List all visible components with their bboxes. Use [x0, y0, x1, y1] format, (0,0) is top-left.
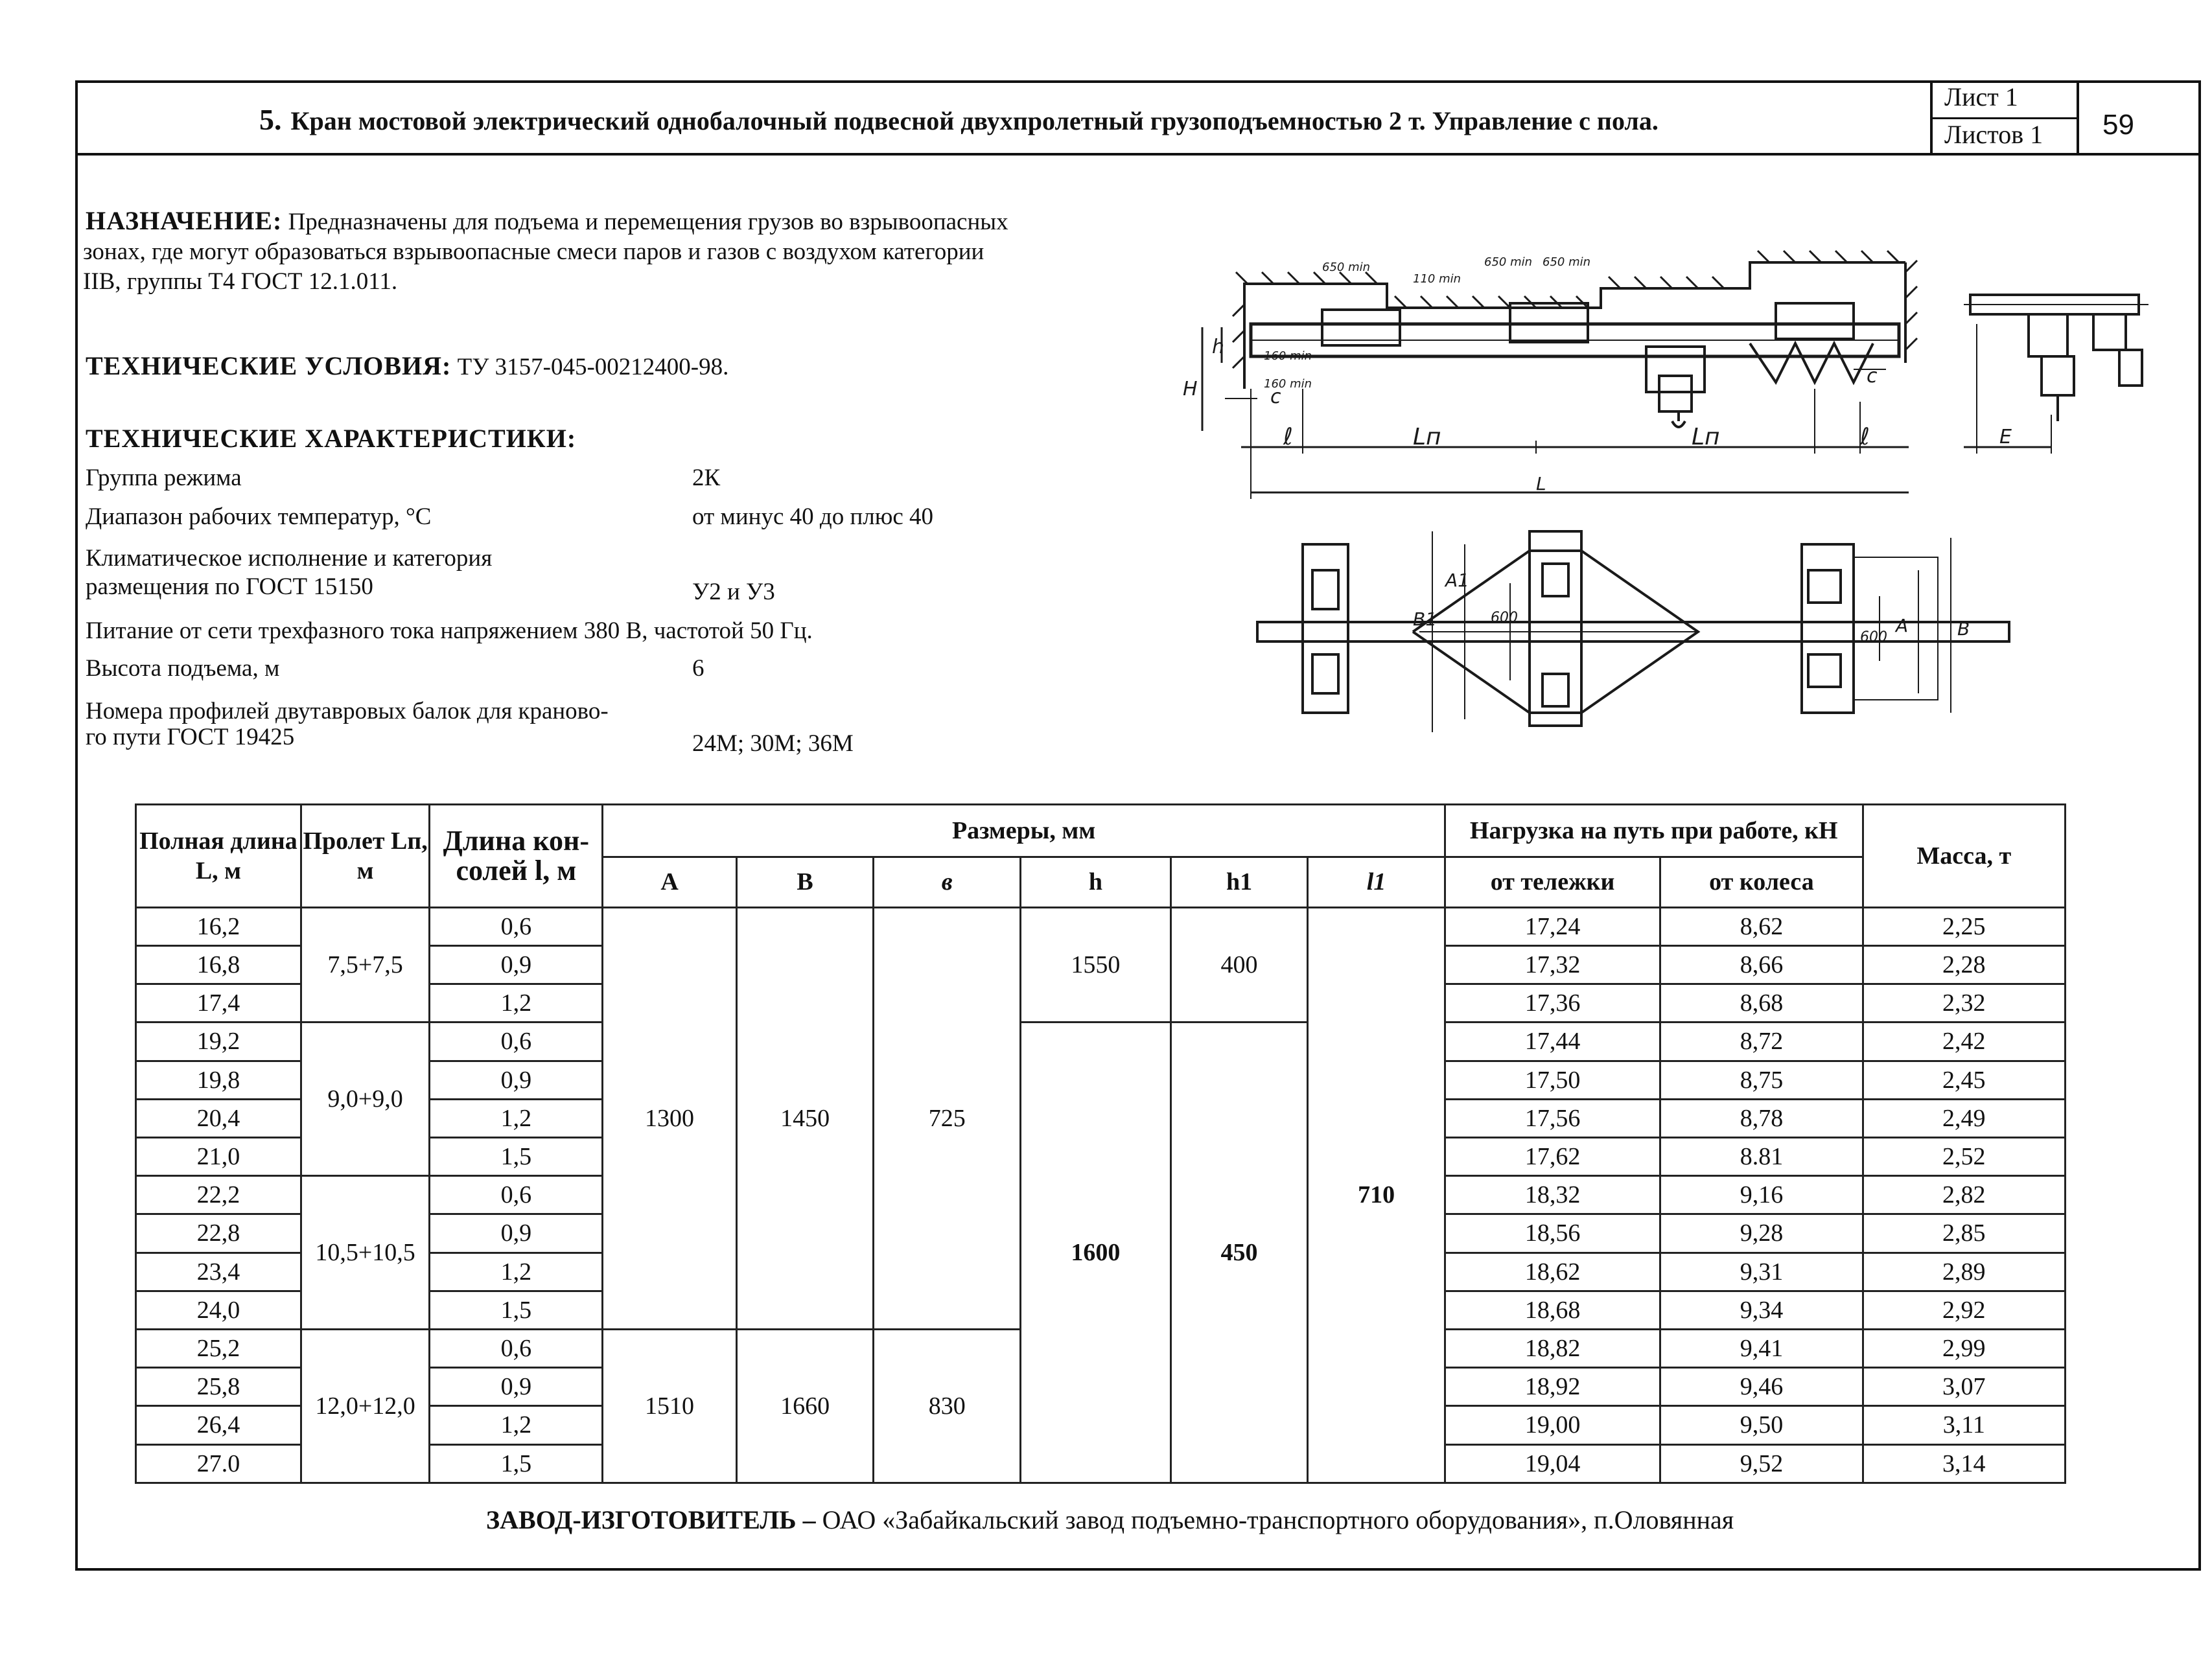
cell-wheel-load: 8,66	[1660, 945, 1863, 984]
purpose-line3: IIВ, группы Т4 ГОСТ 12.1.011.	[83, 268, 398, 295]
spec-climate-label1: Климатическое исполнение и категория	[86, 545, 493, 572]
specs-table	[135, 803, 2066, 1484]
cell-mass: 2,85	[1863, 1214, 2065, 1253]
cell-full-length: 19,2	[136, 1022, 301, 1061]
dim-650-c: 650 min	[1543, 255, 1591, 269]
cell-trolley-load: 17,32	[1445, 945, 1660, 984]
cell-B: 1450	[736, 907, 874, 1329]
crane-drawing	[0, 0, 2212, 778]
spec-power: Питание от сети трехфазного тока напряжением 380 В, частотой 50 Гц.	[86, 618, 813, 644]
cell-full-length: 17,4	[136, 984, 301, 1022]
cell-mass: 3,14	[1863, 1444, 2065, 1483]
cell-wheel-load: 9,41	[1660, 1329, 1863, 1367]
cell-full-length: 22,8	[136, 1214, 301, 1253]
purpose-heading: НАЗНАЧЕНИЕ:	[86, 206, 283, 235]
cell-trolley-load: 18,32	[1445, 1176, 1660, 1214]
elevation-view	[1202, 251, 1917, 499]
cell-full-length: 24,0	[136, 1291, 301, 1329]
col-mass: Масса, т	[1863, 805, 2065, 908]
cell-trolley-load: 18,92	[1445, 1368, 1660, 1406]
cell-wheel-load: 9,31	[1660, 1253, 1863, 1291]
cell-trolley-load: 17,36	[1445, 984, 1660, 1022]
cell-console: 1,5	[430, 1291, 603, 1329]
cell-console: 1,2	[430, 1253, 603, 1291]
cell-trolley-load: 18,62	[1445, 1253, 1660, 1291]
cell-console: 0,6	[430, 1176, 603, 1214]
cell-wheel-load: 9,34	[1660, 1291, 1863, 1329]
cell-console: 1,2	[430, 1099, 603, 1137]
cell-wheel-load: 8,62	[1660, 907, 1863, 945]
cell-console: 1,2	[430, 1406, 603, 1444]
cell-mass: 2,99	[1863, 1329, 2065, 1367]
cell-span: 9,0+9,0	[301, 1022, 429, 1176]
dim-h-label: h	[1212, 336, 1225, 358]
cell-full-length: 25,2	[136, 1329, 301, 1367]
cell-h1: 400	[1170, 907, 1308, 1022]
col-span: Пролет Lп, м	[301, 805, 429, 908]
dim-110: 110 min	[1413, 272, 1461, 286]
col-b: в	[874, 857, 1021, 907]
spec-height-value: 6	[692, 655, 704, 682]
dim-600-left: 600	[1491, 610, 1518, 626]
cell-mass: 2,25	[1863, 907, 2065, 945]
cell-h1: 450	[1170, 1022, 1308, 1483]
cell-full-length: 25,8	[136, 1368, 301, 1406]
cell-mass: 2,42	[1863, 1022, 2065, 1061]
cell-h: 1550	[1021, 907, 1171, 1022]
page-number: 59	[2102, 109, 2134, 141]
specs-heading: ТЕХНИЧЕСКИЕ ХАРАКТЕРИСТИКИ:	[86, 424, 577, 453]
cell-b: 830	[874, 1329, 1021, 1483]
dim-600-right: 600	[1860, 629, 1887, 645]
cell-full-length: 23,4	[136, 1253, 301, 1291]
dim-ln-left-label: Lп	[1413, 424, 1441, 450]
cell-h: 1600	[1021, 1022, 1171, 1483]
cell-console: 0,9	[430, 1214, 603, 1253]
spec-climate-label2: размещения по ГОСТ 15150	[86, 573, 373, 600]
cell-span: 12,0+12,0	[301, 1329, 429, 1483]
sheets-label: Листов 1	[1944, 120, 2043, 149]
dim-c-left-label: c	[1270, 386, 1281, 408]
title-number: 5.	[259, 103, 282, 136]
cell-mass: 2,52	[1863, 1137, 2065, 1175]
cell-console: 0,6	[430, 907, 603, 945]
cell-trolley-load: 17,62	[1445, 1137, 1660, 1175]
sheet-label: Лист 1	[1944, 82, 2018, 111]
cell-trolley-load: 18,82	[1445, 1329, 1660, 1367]
dim-A-label: A	[1896, 615, 1909, 636]
dim-l-right-label: ℓ	[1860, 424, 1870, 450]
cell-mass: 2,89	[1863, 1253, 2065, 1291]
cell-span: 7,5+7,5	[301, 907, 429, 1022]
col-dimensions: Размеры, мм	[603, 805, 1445, 857]
title-text: Кран мостовой электрический однобалочный подвесной двухпролетный грузоподъемностью 2 т. Управление с пола.	[290, 106, 1659, 135]
end-view	[1964, 295, 2148, 454]
dim-c-right-label: c	[1867, 365, 1878, 387]
col-wheel: от колеса	[1660, 857, 1863, 907]
cell-console: 1,2	[430, 984, 603, 1022]
table-body	[136, 907, 2066, 1483]
col-B: B	[736, 857, 874, 907]
cell-trolley-load: 17,44	[1445, 1022, 1660, 1061]
cell-trolley-load: 18,68	[1445, 1291, 1660, 1329]
spec-mode-value: 2К	[692, 465, 721, 491]
cell-trolley-load: 19,00	[1445, 1406, 1660, 1444]
cell-span: 10,5+10,5	[301, 1176, 429, 1330]
cell-trolley-load: 19,04	[1445, 1444, 1660, 1483]
dim-160-a: 160 min	[1264, 377, 1312, 391]
cell-wheel-load: 8,75	[1660, 1061, 1863, 1099]
cell-console: 1,5	[430, 1137, 603, 1175]
cell-wheel-load: 9,50	[1660, 1406, 1863, 1444]
cell-wheel-load: 9,16	[1660, 1176, 1863, 1214]
cell-trolley-load: 17,50	[1445, 1061, 1660, 1099]
spec-mode-label: Группа режима	[86, 465, 242, 491]
cell-full-length: 21,0	[136, 1137, 301, 1175]
cell-mass: 2,32	[1863, 984, 2065, 1022]
cell-full-length: 19,8	[136, 1061, 301, 1099]
dim-H-label: H	[1183, 378, 1198, 400]
cell-mass: 2,28	[1863, 945, 2065, 984]
table-row	[136, 907, 2066, 945]
cell-console: 0,9	[430, 1368, 603, 1406]
cell-full-length: 27.0	[136, 1444, 301, 1483]
cell-b: 725	[874, 907, 1021, 1329]
cell-full-length: 16,8	[136, 945, 301, 984]
purpose-line2: зонах, где могут образоваться взрывоопасные смеси паров и газов с воздухом категории	[83, 238, 984, 265]
cell-l1: 710	[1308, 907, 1445, 1483]
col-h1: h1	[1170, 857, 1308, 907]
cell-wheel-load: 9,52	[1660, 1444, 1863, 1483]
conditions-value: ТУ 3157-045-00212400-98.	[457, 354, 729, 380]
dim-ln-right-label: Lп	[1692, 424, 1720, 450]
dim-a1-label: A1	[1445, 570, 1469, 591]
table-row	[136, 1022, 2066, 1061]
cell-mass: 2,49	[1863, 1099, 2065, 1137]
cell-trolley-load: 18,56	[1445, 1214, 1660, 1253]
cell-console: 0,9	[430, 945, 603, 984]
cell-wheel-load: 8.81	[1660, 1137, 1863, 1175]
cell-full-length: 20,4	[136, 1099, 301, 1137]
cell-full-length: 22,2	[136, 1176, 301, 1214]
cell-console: 1,5	[430, 1444, 603, 1483]
cell-mass: 2,82	[1863, 1176, 2065, 1214]
dim-L-label: L	[1536, 473, 1546, 494]
cell-mass: 3,07	[1863, 1368, 2065, 1406]
cell-wheel-load: 9,46	[1660, 1368, 1863, 1406]
dim-E-label: E	[1999, 426, 2012, 448]
spec-climate-value: У2 и У3	[692, 579, 775, 605]
conditions-heading: ТЕХНИЧЕСКИЕ УСЛОВИЯ:	[86, 351, 452, 380]
dim-650-a: 650 min	[1322, 260, 1371, 274]
col-load: Нагрузка на путь при работе, кН	[1445, 805, 1863, 857]
col-l1: l1	[1308, 857, 1445, 907]
dim-l-left-label: ℓ	[1283, 424, 1293, 450]
spec-temp-label: Диапазон рабочих температур, °С	[86, 503, 432, 530]
cell-wheel-load: 9,28	[1660, 1214, 1863, 1253]
dim-b1-label: B1	[1413, 608, 1438, 630]
purpose-text1: Предназначены для подъема и перемещения грузов во взрывоопасных	[288, 209, 1008, 235]
cell-wheel-load: 8,78	[1660, 1099, 1863, 1137]
cell-mass: 2,45	[1863, 1061, 2065, 1099]
col-console: Длина кон-солей l, м	[430, 805, 603, 908]
cell-mass: 3,11	[1863, 1406, 2065, 1444]
cell-console: 0,6	[430, 1022, 603, 1061]
cell-full-length: 16,2	[136, 907, 301, 945]
cell-full-length: 26,4	[136, 1406, 301, 1444]
col-A: A	[603, 857, 737, 907]
cell-wheel-load: 8,72	[1660, 1022, 1863, 1061]
cell-wheel-load: 8,68	[1660, 984, 1863, 1022]
cell-console: 0,9	[430, 1061, 603, 1099]
spec-beams-value: 24М; 30М; 36М	[692, 730, 854, 757]
cell-console: 0,6	[430, 1329, 603, 1367]
cell-B: 1660	[736, 1329, 874, 1483]
spec-beams-label2: го пути ГОСТ 19425	[86, 724, 295, 750]
spec-height-label: Высота подъема, м	[86, 655, 280, 682]
dim-B-label: B	[1957, 618, 1970, 640]
cell-trolley-load: 17,24	[1445, 907, 1660, 945]
manufacturer-line	[486, 1505, 1734, 1535]
cell-mass: 2,92	[1863, 1291, 2065, 1329]
spec-beams-label1: Номера профилей двутавровых балок для краново-	[86, 698, 609, 724]
col-trolley: от тележки	[1445, 857, 1660, 907]
cell-A: 1300	[603, 907, 737, 1329]
manufacturer-text: ОАО «Забайкальский завод подъемно-транспортного оборудования», п.Оловянная	[822, 1505, 1734, 1534]
col-h: h	[1021, 857, 1171, 907]
dim-650-b: 650 min	[1484, 255, 1533, 269]
manufacturer-label: ЗАВОД-ИЗГОТОВИТЕЛЬ –	[486, 1505, 816, 1534]
dim-160-b: 160 min	[1264, 349, 1312, 363]
cell-A: 1510	[603, 1329, 737, 1483]
cell-trolley-load: 17,56	[1445, 1099, 1660, 1137]
spec-temp-value: от минус 40 до плюс 40	[692, 503, 934, 530]
col-full-length: Полная длина L, м	[136, 805, 301, 908]
